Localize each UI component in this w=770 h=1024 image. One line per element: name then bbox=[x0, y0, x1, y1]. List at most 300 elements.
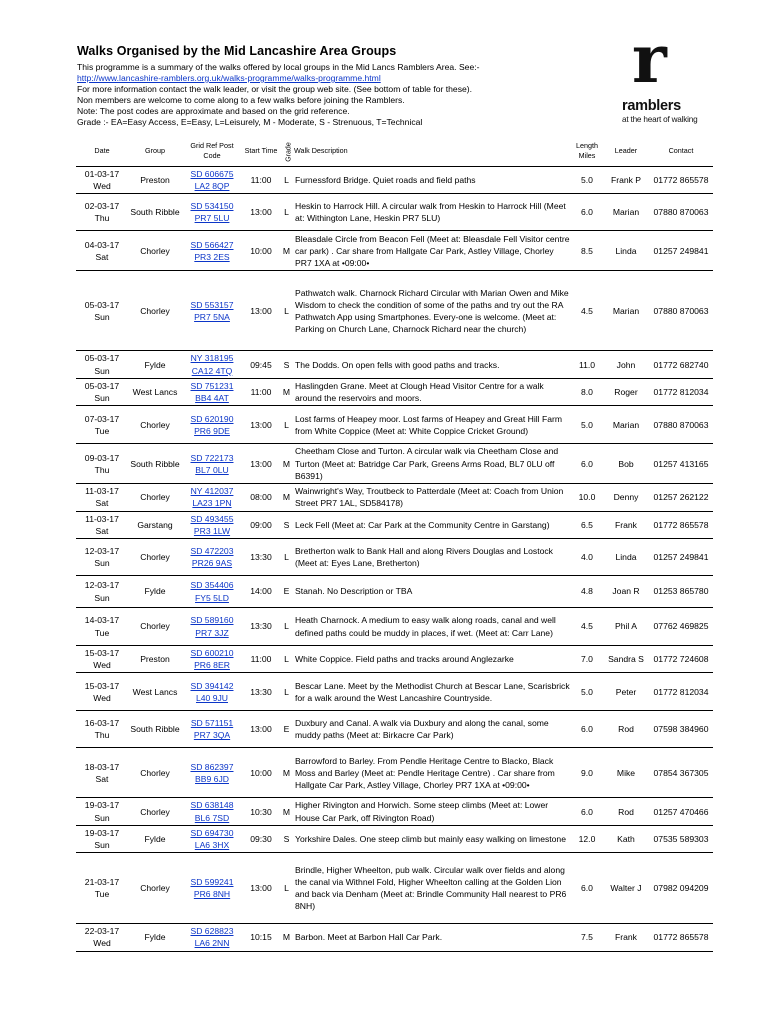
walk-start-time: 13:00 bbox=[242, 271, 280, 351]
postcode-link[interactable]: CA12 4TQ bbox=[191, 365, 233, 376]
grade-legend: Grade :- EA=Easy Access, E=Easy, L=Leisurely, M - Moderate, S - Strenuous, T=Technical bbox=[77, 117, 423, 127]
walk-day: Sat bbox=[95, 773, 109, 784]
walk-grade: E bbox=[280, 576, 293, 608]
walk-description: White Coppice. Field paths and tracks around Anglezarke bbox=[293, 646, 571, 673]
walk-day: Sun bbox=[94, 592, 110, 603]
walk-contact: 01772 682740 bbox=[649, 351, 713, 378]
walk-date bbox=[76, 646, 128, 673]
walk-length: 6.0 bbox=[571, 798, 603, 825]
walk-description: Leck Fell (Meet at: Car Park at the Community Centre in Garstang) bbox=[293, 511, 571, 538]
table-row bbox=[76, 924, 713, 951]
walk-gridref bbox=[182, 539, 242, 576]
postcode-link[interactable]: FY5 5LD bbox=[195, 592, 229, 603]
non-members-text: Non members are welcome to come along to a few walks before joining the Ramblers. bbox=[77, 95, 405, 105]
walk-date bbox=[76, 673, 128, 711]
postcode-link[interactable]: PR7 5LU bbox=[194, 213, 230, 224]
postcode-link[interactable]: PR7 3JZ bbox=[195, 627, 229, 638]
intro-text: This programme is a summary of the walks offered by local groups in the Mid Lancs Ramblers Area. See:- bbox=[77, 62, 480, 72]
walk-date bbox=[76, 351, 128, 378]
walk-leader: John bbox=[603, 351, 649, 378]
walk-gridref bbox=[182, 406, 242, 444]
walk-contact: 01772 812034 bbox=[649, 673, 713, 711]
gridref-link[interactable]: SD 751231 bbox=[190, 380, 234, 391]
walk-length: 5.0 bbox=[571, 167, 603, 194]
walk-grade: L bbox=[280, 646, 293, 673]
walk-contact: 01772 865578 bbox=[649, 924, 713, 951]
walk-start-time: 09:45 bbox=[242, 351, 280, 378]
walk-day: Thu bbox=[94, 464, 110, 475]
walk-group: Chorley bbox=[128, 484, 182, 511]
walk-date bbox=[76, 271, 128, 351]
walk-leader: Denny bbox=[603, 484, 649, 511]
walk-grade: M bbox=[280, 484, 293, 511]
walk-group: Chorley bbox=[128, 608, 182, 646]
walk-description: Heskin to Harrock Hill. A circular walk from Heskin to Harrock Hill (Meet at: Withington Lane, Heskin PR7 5LU) bbox=[293, 194, 571, 231]
walk-start-time: 08:00 bbox=[242, 484, 280, 511]
postcode-link[interactable]: BL6 7SD bbox=[194, 812, 230, 823]
postcode-link[interactable]: BB4 4AT bbox=[195, 393, 229, 404]
walk-group: Chorley bbox=[128, 406, 182, 444]
walk-date bbox=[76, 194, 128, 231]
walk-day: Tue bbox=[94, 627, 110, 638]
walk-day: Tue bbox=[94, 425, 110, 436]
walk-length: 6.0 bbox=[571, 194, 603, 231]
table-row bbox=[76, 378, 713, 405]
walk-group: West Lancs bbox=[128, 673, 182, 711]
walk-description: Yorkshire Dales. One steep climb but mainly easy walking on limestone bbox=[293, 825, 571, 852]
walk-grade: L bbox=[280, 673, 293, 711]
walk-contact: 01257 470466 bbox=[649, 798, 713, 825]
walk-length: 11.0 bbox=[571, 351, 603, 378]
walk-length: 4.5 bbox=[571, 608, 603, 646]
postcode-link[interactable]: PR3 2ES bbox=[194, 251, 230, 262]
walk-start-time: 09:00 bbox=[242, 511, 280, 538]
walk-grade: L bbox=[280, 194, 293, 231]
walk-grade: M bbox=[280, 798, 293, 825]
gridref-link[interactable]: SD 599241 bbox=[190, 877, 234, 888]
walk-day: Sat bbox=[95, 251, 109, 262]
table-row bbox=[76, 539, 713, 576]
walk-grade: L bbox=[280, 167, 293, 194]
walk-description: Cheetham Close and Turton. A circular walk via Cheetham Close and Turton (Meet at: Batridge Car Park, Greens Arms Road, BL7 0LU off B6391) bbox=[293, 444, 571, 484]
walk-length: 8.5 bbox=[571, 231, 603, 271]
postcode-link[interactable]: PR6 8ER bbox=[194, 660, 230, 671]
walk-contact: 01257 249841 bbox=[649, 231, 713, 271]
gridref-link[interactable]: SD 628823 bbox=[190, 926, 234, 937]
walk-gridref bbox=[182, 798, 242, 825]
ramblers-logo-name: ramblers bbox=[622, 98, 681, 114]
postcode-link[interactable]: L40 9JU bbox=[195, 692, 228, 703]
walk-length: 6.0 bbox=[571, 444, 603, 484]
table-row bbox=[76, 576, 713, 608]
walk-length: 4.0 bbox=[571, 539, 603, 576]
table-row bbox=[76, 406, 713, 444]
table-row bbox=[76, 853, 713, 924]
walk-leader: Marian bbox=[603, 406, 649, 444]
walk-description: Bleasdale Circle from Beacon Fell (Meet at: Bleasdale Fell Visitor centre car park) . Car share from Hallgate Car Park, Astley Village, Chorley PR7 1XA at •09:00• bbox=[293, 231, 571, 271]
walk-grade: L bbox=[280, 271, 293, 351]
walk-start-time: 11:00 bbox=[242, 646, 280, 673]
walk-date bbox=[76, 484, 128, 511]
walk-date bbox=[76, 798, 128, 825]
walk-contact: 01257 413165 bbox=[649, 444, 713, 484]
walk-contact: 01772 724608 bbox=[649, 646, 713, 673]
walk-leader: Frank bbox=[603, 511, 649, 538]
walk-day: Thu bbox=[94, 730, 110, 741]
walk-length: 7.0 bbox=[571, 646, 603, 673]
col-date: Date bbox=[76, 136, 128, 167]
walk-date-value: 11-03-17 bbox=[85, 486, 119, 497]
gridref-link[interactable]: SD 394142 bbox=[190, 680, 234, 691]
walk-length: 5.0 bbox=[571, 406, 603, 444]
walk-day: Wed bbox=[93, 181, 111, 192]
walk-length: 6.5 bbox=[571, 511, 603, 538]
walk-leader: Rod bbox=[603, 711, 649, 748]
walk-leader: Rod bbox=[603, 798, 649, 825]
postcode-link[interactable]: BL7 0LU bbox=[195, 464, 229, 475]
walk-date-value: 19-03-17 bbox=[84, 827, 120, 838]
walk-day: Sun bbox=[94, 393, 110, 404]
walk-leader: Joan R bbox=[603, 576, 649, 608]
walk-grade: S bbox=[280, 351, 293, 378]
walk-group: West Lancs bbox=[128, 378, 182, 405]
walk-group: Garstang bbox=[128, 511, 182, 538]
walk-leader: Sandra S bbox=[603, 646, 649, 673]
walk-day: Sun bbox=[94, 812, 110, 823]
walk-description: Furnessford Bridge. Quiet roads and field paths bbox=[293, 167, 571, 194]
walk-day: Sun bbox=[94, 365, 110, 376]
document-header bbox=[77, 44, 617, 128]
gridref-link[interactable]: SD 722173 bbox=[190, 452, 234, 463]
table-row bbox=[76, 608, 713, 646]
col-desc: Walk Description bbox=[293, 136, 571, 167]
walk-gridref bbox=[182, 351, 242, 378]
walk-length: 6.0 bbox=[571, 853, 603, 924]
postcode-link[interactable]: PR6 9DE bbox=[194, 425, 230, 436]
col-length: Length Miles bbox=[571, 136, 603, 167]
walk-description: Bretherton walk to Bank Hall and along Rivers Douglas and Lostock (Meet at: Eyes Lane, Bretherton) bbox=[293, 539, 571, 576]
walk-leader: Roger bbox=[603, 378, 649, 405]
walk-date bbox=[76, 167, 128, 194]
walk-date-value: 11-03-17 bbox=[85, 513, 119, 524]
table-row bbox=[76, 825, 713, 852]
walk-grade: L bbox=[280, 608, 293, 646]
walk-contact: 07598 384960 bbox=[649, 711, 713, 748]
walk-group: Chorley bbox=[128, 539, 182, 576]
walk-leader: Bob bbox=[603, 444, 649, 484]
walk-date-value: 04-03-17 bbox=[84, 239, 120, 250]
table-row bbox=[76, 231, 713, 271]
walk-day: Tue bbox=[94, 889, 110, 900]
walk-start-time: 13:00 bbox=[242, 711, 280, 748]
walk-contact: 07762 469825 bbox=[649, 608, 713, 646]
walks-programme-link[interactable]: http://www.lancashire-ramblers.org.uk/walks-programme/walks-programme.html bbox=[77, 73, 381, 83]
gridref-link[interactable]: SD 600210 bbox=[190, 648, 234, 659]
info-text: For more information contact the walk leader, or visit the group web site. (See bottom of table for these). bbox=[77, 84, 473, 94]
walk-leader: Mike bbox=[603, 748, 649, 798]
walk-date-value: 15-03-17 bbox=[84, 680, 120, 691]
walk-date-value: 05-03-17 bbox=[84, 353, 120, 364]
walk-description: Heath Charnock. A medium to easy walk along roads, canal and well defined paths could be muddy in places, if wet. (Meet at: Carr Lane) bbox=[293, 608, 571, 646]
gridref-link[interactable]: SD 553157 bbox=[190, 299, 234, 310]
walk-date-value: 21-03-17 bbox=[84, 877, 120, 888]
walk-day: Sun bbox=[94, 558, 110, 569]
postcode-link[interactable]: LA23 1PN bbox=[192, 498, 232, 509]
walk-day: Sun bbox=[94, 840, 110, 851]
walk-group: South Ribble bbox=[128, 711, 182, 748]
walks-table-body bbox=[76, 167, 713, 952]
gridref-link[interactable]: NY 318195 bbox=[190, 353, 234, 364]
walk-day: Wed bbox=[93, 660, 111, 671]
walk-length: 4.8 bbox=[571, 576, 603, 608]
walk-day: Sat bbox=[95, 525, 109, 536]
gridref-link[interactable]: SD 472203 bbox=[190, 545, 234, 556]
walk-leader: Frank P bbox=[603, 167, 649, 194]
walk-description: Wainwright's Way, Troutbeck to Patterdale (Meet at: Coach from Union Street PR7 1AL, SD584178) bbox=[293, 484, 571, 511]
walk-contact: 01253 865780 bbox=[649, 576, 713, 608]
walk-date bbox=[76, 444, 128, 484]
table-row bbox=[76, 167, 713, 194]
table-row bbox=[76, 194, 713, 231]
col-grade bbox=[280, 136, 293, 167]
postcode-link[interactable]: BB9 6JD bbox=[195, 773, 229, 784]
walk-grade: S bbox=[280, 511, 293, 538]
walk-date bbox=[76, 748, 128, 798]
walk-day: Wed bbox=[93, 938, 111, 949]
walk-grade: M bbox=[280, 378, 293, 405]
walk-gridref bbox=[182, 576, 242, 608]
walk-start-time: 11:00 bbox=[242, 378, 280, 405]
walk-gridref bbox=[182, 711, 242, 748]
postcode-link[interactable]: PR3 1LW bbox=[193, 525, 231, 536]
walk-gridref bbox=[182, 608, 242, 646]
walk-gridref bbox=[182, 444, 242, 484]
walk-description: The Dodds. On open fells with good paths and tracks. bbox=[293, 351, 571, 378]
walk-start-time: 13:30 bbox=[242, 673, 280, 711]
walk-date bbox=[76, 924, 128, 951]
walk-grade: L bbox=[280, 406, 293, 444]
walk-start-time: 10:00 bbox=[242, 748, 280, 798]
table-header-row bbox=[76, 136, 713, 167]
walk-length: 8.0 bbox=[571, 378, 603, 405]
walk-group: South Ribble bbox=[128, 194, 182, 231]
walk-gridref bbox=[182, 194, 242, 231]
walk-date-value: 12-03-17 bbox=[84, 545, 120, 556]
walk-date-value: 16-03-17 bbox=[84, 718, 120, 729]
walk-gridref bbox=[182, 484, 242, 511]
col-grade-label: Grade bbox=[285, 141, 293, 162]
ramblers-logo bbox=[622, 20, 714, 132]
walk-group: Chorley bbox=[128, 231, 182, 271]
walk-contact: 01772 812034 bbox=[649, 378, 713, 405]
walk-contact: 07880 870063 bbox=[649, 271, 713, 351]
table-row bbox=[76, 748, 713, 798]
walk-date bbox=[76, 378, 128, 405]
walk-start-time: 10:00 bbox=[242, 231, 280, 271]
walks-table bbox=[76, 136, 713, 952]
table-row bbox=[76, 673, 713, 711]
ramblers-logo-tagline: at the heart of walking bbox=[622, 115, 698, 124]
gridref-link[interactable]: SD 694730 bbox=[190, 827, 234, 838]
walk-description: Lost farms of Heapey moor. Lost farms of Heapey and Great Hill Farm from White Coppice (Meet at: White Coppice Cricket Ground) bbox=[293, 406, 571, 444]
walk-grade: M bbox=[280, 444, 293, 484]
walk-description: Pathwatch walk. Charnock Richard Circular with Marian Owen and Mike Wisdom to check the condition of some of the paths and try out the RA Pathwatch App using Smartphones. Every-one is welcome. (Meet at: Parking on Church Lane, Charnock Richard near the church) bbox=[293, 271, 571, 351]
postcode-link[interactable]: LA6 3HX bbox=[194, 840, 230, 851]
walk-date-value: 14-03-17 bbox=[84, 615, 120, 626]
postcode-link[interactable]: PR7 3QA bbox=[193, 730, 231, 741]
gridref-link[interactable]: SD 571151 bbox=[190, 718, 234, 729]
walk-contact: 07854 367305 bbox=[649, 748, 713, 798]
walk-date bbox=[76, 711, 128, 748]
walk-start-time: 13:30 bbox=[242, 608, 280, 646]
walk-start-time: 13:00 bbox=[242, 406, 280, 444]
gridref-link[interactable]: SD 606675 bbox=[190, 169, 234, 179]
walk-group: Chorley bbox=[128, 853, 182, 924]
walk-group: Preston bbox=[128, 646, 182, 673]
postcode-link[interactable]: PR6 8NH bbox=[193, 889, 231, 900]
walk-day: Sat bbox=[95, 498, 109, 509]
postcode-note: Note: The post codes are approximate and based on the grid reference. bbox=[77, 106, 350, 116]
walk-grade: M bbox=[280, 231, 293, 271]
walk-contact: 01772 865578 bbox=[649, 167, 713, 194]
walk-leader: Peter bbox=[603, 673, 649, 711]
walk-date-value: 19-03-17 bbox=[84, 800, 120, 811]
walk-date-value: 12-03-17 bbox=[84, 580, 120, 591]
walk-date-value: 02-03-17 bbox=[84, 201, 120, 212]
walk-length: 5.0 bbox=[571, 673, 603, 711]
walk-date-value: 01-03-17 bbox=[84, 169, 120, 179]
walk-day: Wed bbox=[93, 692, 111, 703]
walk-day: Thu bbox=[94, 213, 110, 224]
gridref-link[interactable]: NY 412037 bbox=[190, 486, 234, 497]
walk-length: 4.5 bbox=[571, 271, 603, 351]
ramblers-logo-mark: r bbox=[632, 20, 667, 98]
col-grid: Grid Ref Post Code bbox=[182, 136, 242, 167]
walk-contact: 07880 870063 bbox=[649, 194, 713, 231]
table-row bbox=[76, 484, 713, 511]
table-row bbox=[76, 271, 713, 351]
walk-start-time: 13:00 bbox=[242, 853, 280, 924]
walk-length: 12.0 bbox=[571, 825, 603, 852]
walk-date bbox=[76, 608, 128, 646]
walk-description: Duxbury and Canal. A walk via Duxbury and along the canal, some muddy paths (Meet at: Birkacre Car Park) bbox=[293, 711, 571, 748]
walk-date bbox=[76, 406, 128, 444]
walk-leader: Marian bbox=[603, 194, 649, 231]
table-row bbox=[76, 798, 713, 825]
walk-group: Chorley bbox=[128, 798, 182, 825]
gridref-link[interactable]: SD 620190 bbox=[190, 413, 234, 424]
walk-date bbox=[76, 539, 128, 576]
walk-contact: 01257 249841 bbox=[649, 539, 713, 576]
walk-date bbox=[76, 853, 128, 924]
walk-gridref bbox=[182, 924, 242, 951]
col-contact: Contact bbox=[649, 136, 713, 167]
table-row bbox=[76, 351, 713, 378]
gridref-link[interactable]: SD 354406 bbox=[190, 580, 234, 591]
walk-gridref bbox=[182, 853, 242, 924]
walk-leader: Linda bbox=[603, 231, 649, 271]
walk-description: Bescar Lane. Meet by the Methodist Church at Bescar Lane, Scarisbrick for a walk around the West Lancashire Countryside. bbox=[293, 673, 571, 711]
walk-description: Barbon. Meet at Barbon Hall Car Park. bbox=[293, 924, 571, 951]
col-leader: Leader bbox=[603, 136, 649, 167]
gridref-link[interactable]: SD 493455 bbox=[190, 513, 234, 524]
postcode-link[interactable]: PR26 9AS bbox=[191, 558, 233, 569]
walk-date-value: 05-03-17 bbox=[84, 299, 120, 310]
walk-start-time: 09:30 bbox=[242, 825, 280, 852]
gridref-link[interactable]: SD 566427 bbox=[190, 239, 234, 250]
walk-group: Fylde bbox=[128, 351, 182, 378]
walk-gridref bbox=[182, 825, 242, 852]
walk-date-value: 07-03-17 bbox=[84, 413, 120, 424]
walk-gridref bbox=[182, 511, 242, 538]
walk-description: Higher Rivington and Horwich. Some steep climbs (Meet at: Lower House Car Park, off Rivington Road) bbox=[293, 798, 571, 825]
postcode-link[interactable]: LA2 8QP bbox=[194, 181, 230, 192]
walk-contact: 01257 262122 bbox=[649, 484, 713, 511]
walk-leader: Frank bbox=[603, 924, 649, 951]
walk-date bbox=[76, 511, 128, 538]
walk-contact: 07982 094209 bbox=[649, 853, 713, 924]
walk-length: 9.0 bbox=[571, 748, 603, 798]
walk-contact: 07535 589303 bbox=[649, 825, 713, 852]
walk-group: Chorley bbox=[128, 271, 182, 351]
walk-start-time: 13:00 bbox=[242, 194, 280, 231]
table-row bbox=[76, 646, 713, 673]
walk-grade: L bbox=[280, 853, 293, 924]
walk-date bbox=[76, 576, 128, 608]
walk-start-time: 13:00 bbox=[242, 444, 280, 484]
walk-grade: M bbox=[280, 748, 293, 798]
walk-date-value: 22-03-17 bbox=[84, 926, 120, 937]
postcode-link[interactable]: LA6 2NN bbox=[194, 938, 230, 949]
walk-date-value: 09-03-17 bbox=[84, 452, 120, 463]
walk-start-time: 10:15 bbox=[242, 924, 280, 951]
walk-date bbox=[76, 825, 128, 852]
walk-description: Brindle, Higher Wheelton, pub walk. Circular walk over fields and along the canal via Withnel Fold, Higher Wheelton calling at the Golden Lion and back via Denham (Meet at: Brindle Community Hall nearest to PR6 8NH) bbox=[293, 853, 571, 924]
col-start: Start Time bbox=[242, 136, 280, 167]
gridref-link[interactable]: SD 589160 bbox=[190, 615, 234, 626]
walk-group: Chorley bbox=[128, 748, 182, 798]
col-group: Group bbox=[128, 136, 182, 167]
walk-gridref bbox=[182, 646, 242, 673]
gridref-link[interactable]: SD 862397 bbox=[190, 761, 234, 772]
gridref-link[interactable]: SD 638148 bbox=[190, 800, 234, 811]
walk-description: Barrowford to Barley. From Pendle Heritage Centre to Blacko, Black Moss and Barley (Meet at: Pendle Heritage Centre) . Car share from Hallgate Car Park, Astley Village, Chorley PR7 1XA at •09:00• bbox=[293, 748, 571, 798]
walk-date-value: 15-03-17 bbox=[84, 648, 120, 659]
walk-group: Preston bbox=[128, 167, 182, 194]
walk-leader: Linda bbox=[603, 539, 649, 576]
walk-length: 6.0 bbox=[571, 711, 603, 748]
walk-group: Fylde bbox=[128, 825, 182, 852]
walk-grade: L bbox=[280, 539, 293, 576]
walk-gridref bbox=[182, 378, 242, 405]
walk-grade: S bbox=[280, 825, 293, 852]
walk-leader: Phil A bbox=[603, 608, 649, 646]
walk-start-time: 10:30 bbox=[242, 798, 280, 825]
walk-date-value: 18-03-17 bbox=[84, 761, 120, 772]
walk-length: 7.5 bbox=[571, 924, 603, 951]
walk-gridref bbox=[182, 271, 242, 351]
table-row bbox=[76, 511, 713, 538]
walk-leader: Marian bbox=[603, 271, 649, 351]
walk-contact: 01772 865578 bbox=[649, 511, 713, 538]
gridref-link[interactable]: SD 534150 bbox=[190, 201, 234, 212]
walk-group: Fylde bbox=[128, 924, 182, 951]
table-row bbox=[76, 711, 713, 748]
walk-start-time: 11:00 bbox=[242, 167, 280, 194]
table-row bbox=[76, 444, 713, 484]
walk-start-time: 13:30 bbox=[242, 539, 280, 576]
postcode-link[interactable]: PR7 5NA bbox=[194, 311, 230, 322]
